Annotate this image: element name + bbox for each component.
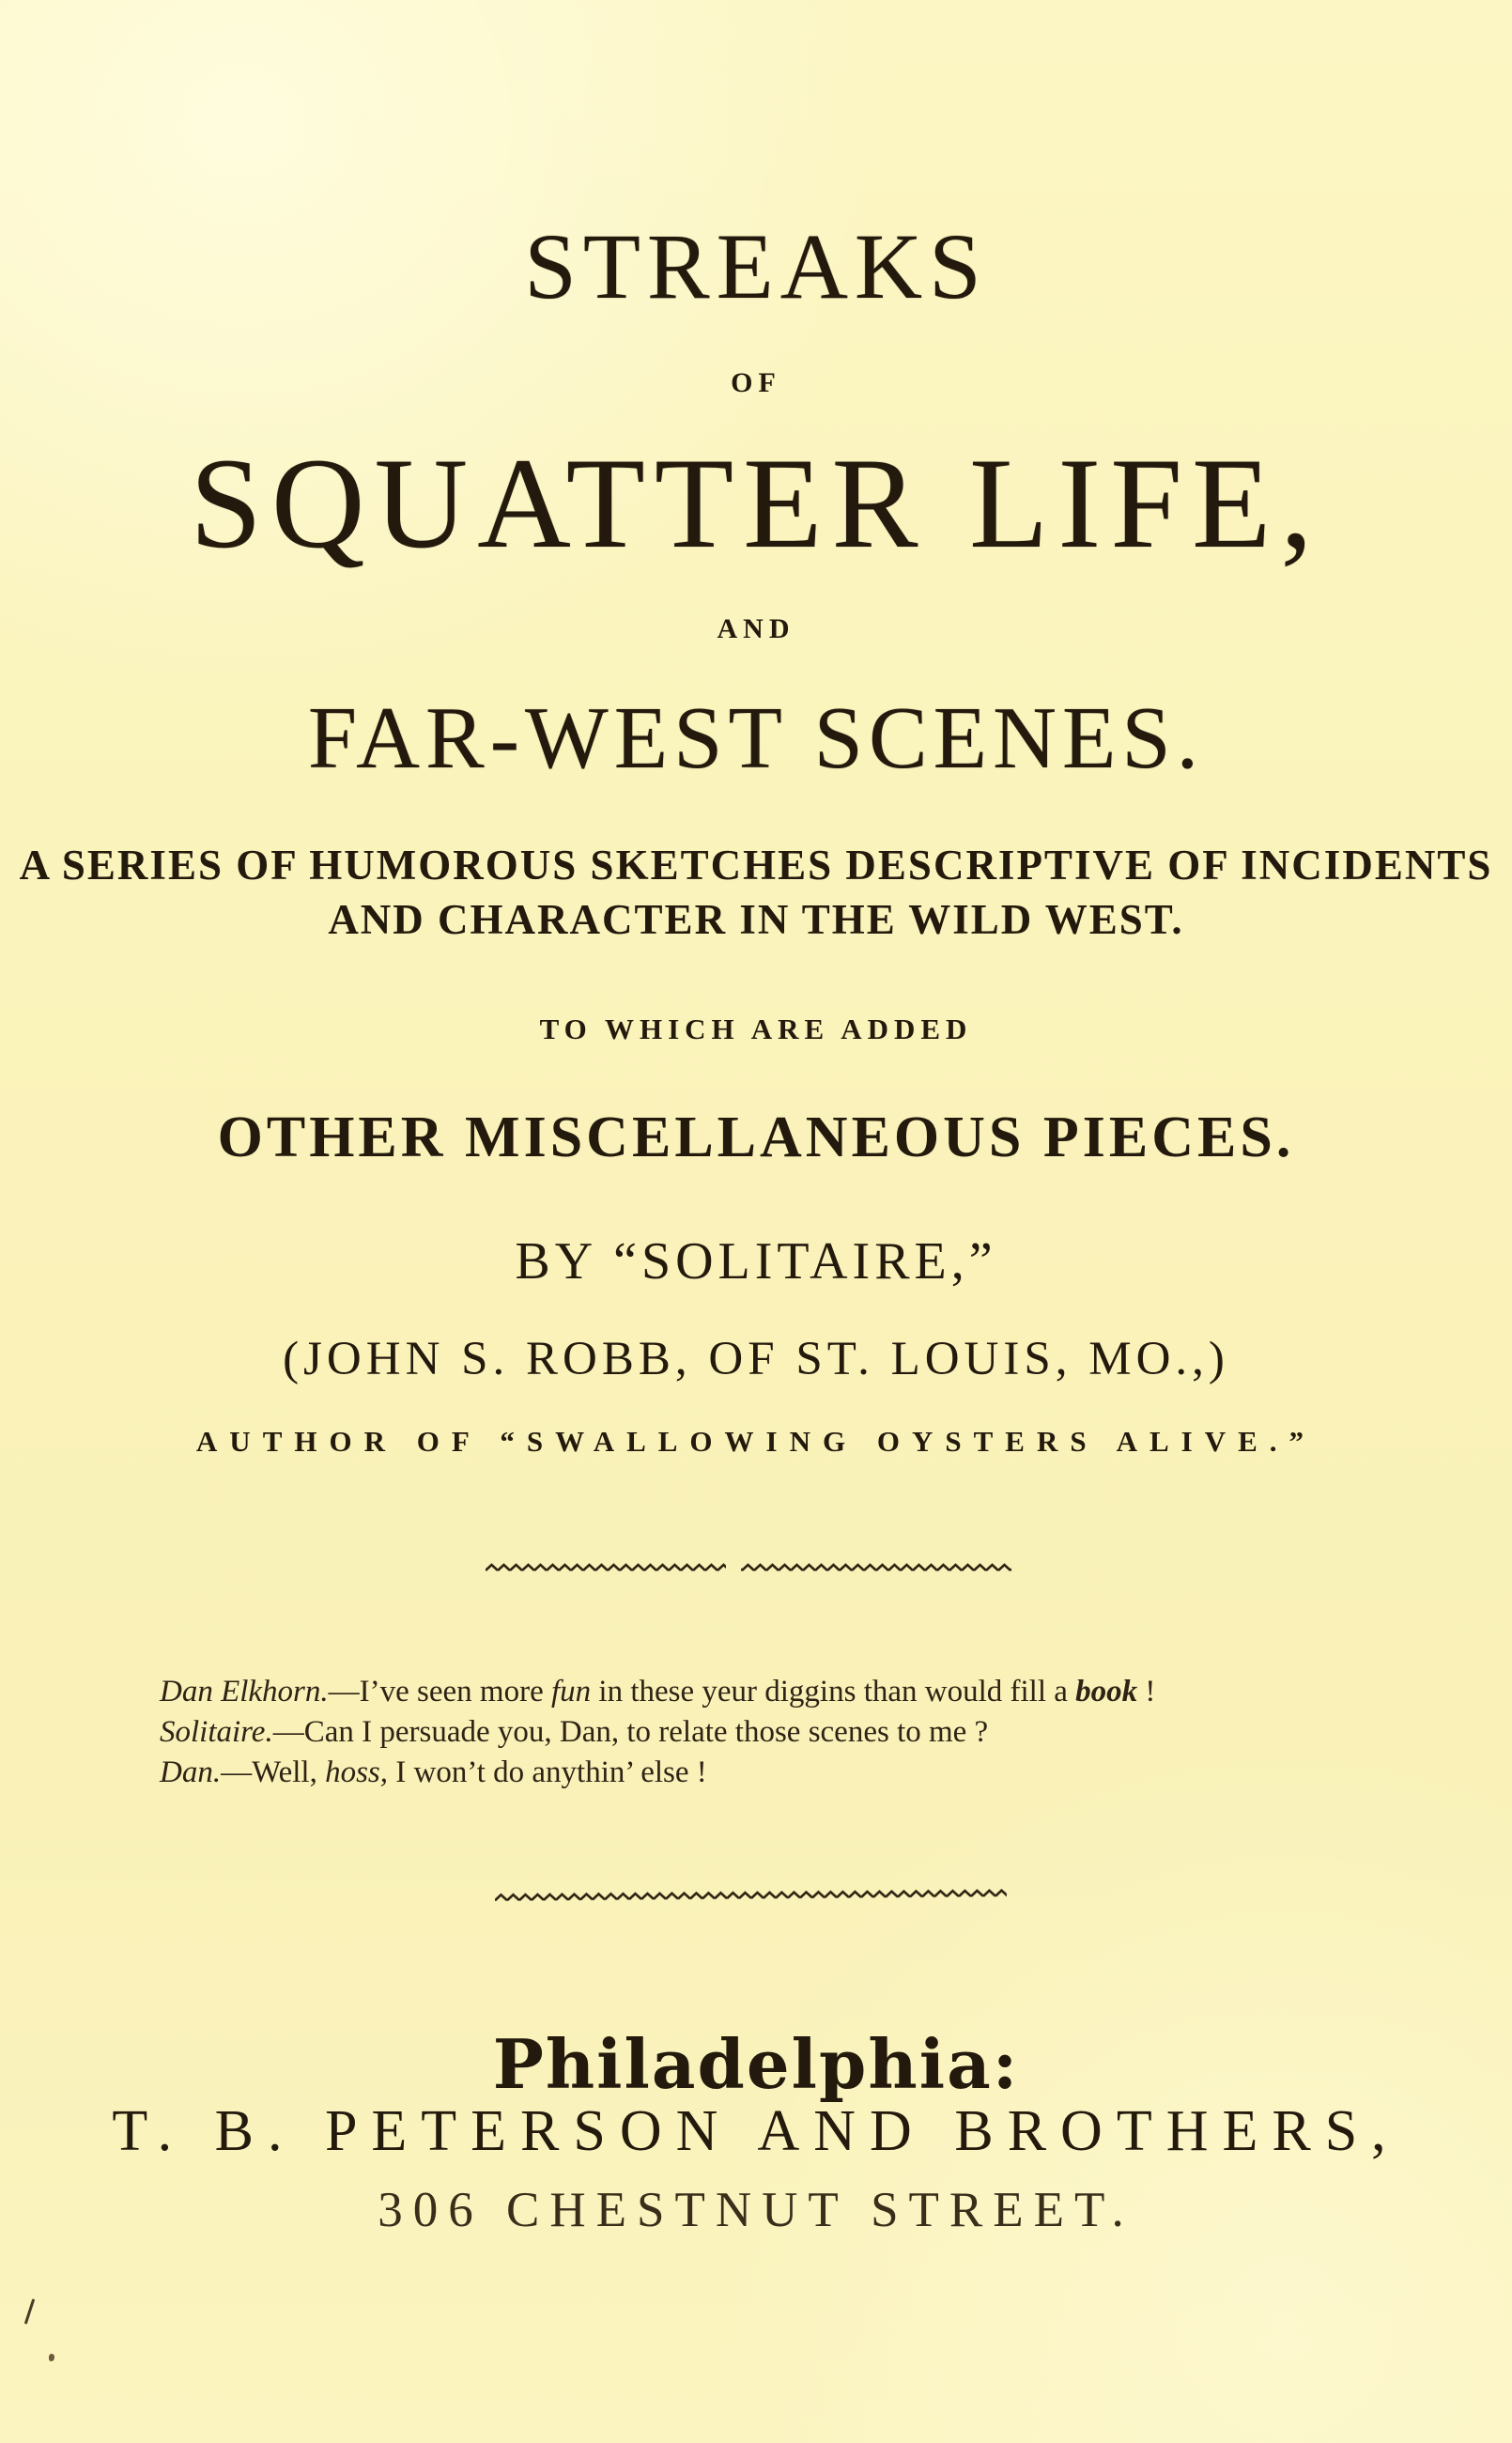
imprint-address: 306 CHESTNUT STREET. bbox=[378, 2183, 1134, 2237]
wavy-divider-top bbox=[486, 1562, 1011, 1579]
added-title: OTHER MISCELLANEOUS PIECES. bbox=[217, 1106, 1295, 1169]
epigraph-emphasis: book bbox=[1075, 1675, 1138, 1709]
imprint-publisher: T. B. PETERSON AND BROTHERS, bbox=[112, 2099, 1400, 2163]
epigraph-emphasis: fun bbox=[550, 1675, 592, 1709]
author-real-name: (JOHN S. ROBB, OF ST. LOUIS, MO.,) bbox=[283, 1333, 1229, 1385]
title-word-streaks: STREAKS bbox=[524, 214, 988, 318]
title-far-west-scenes: FAR-WEST SCENES. bbox=[307, 689, 1205, 787]
epigraph-text: —Well, bbox=[221, 1755, 326, 1789]
epigraph-line-1 bbox=[160, 1672, 1399, 1712]
title-connector-and: AND bbox=[717, 613, 795, 644]
subtitle-line-1: A SERIES OF HUMOROUS SKETCHES DESCRIPTIVE OF INCIDENTS bbox=[19, 842, 1493, 889]
epigraph-speaker: Solitaire. bbox=[160, 1715, 273, 1749]
epigraph-text: ! bbox=[1137, 1675, 1156, 1709]
wavy-divider-bottom bbox=[495, 1888, 1007, 1910]
epigraph-text: —I’ve seen more bbox=[328, 1675, 551, 1709]
added-note: TO WHICH ARE ADDED bbox=[539, 1013, 973, 1045]
author-credit: AUTHOR OF “SWALLOWING OYSTERS ALIVE.” bbox=[195, 1425, 1317, 1458]
epigraph-line-2 bbox=[160, 1712, 1399, 1753]
subtitle-line-2: AND CHARACTER IN THE WILD WEST. bbox=[328, 896, 1184, 943]
scan-artifact-dot bbox=[49, 2354, 54, 2361]
byline: BY “SOLITAIRE,” bbox=[515, 1232, 997, 1291]
epigraph bbox=[160, 1672, 1399, 1793]
epigraph-emphasis: hoss, bbox=[325, 1755, 389, 1789]
title-squatter-life: SQUATTER LIFE, bbox=[190, 431, 1322, 575]
epigraph-text: I won’t do anythin’ else ! bbox=[388, 1755, 707, 1789]
epigraph-line-3 bbox=[160, 1753, 1399, 1793]
epigraph-speaker: Dan. bbox=[160, 1755, 222, 1789]
scan-artifact-slash bbox=[24, 2298, 36, 2325]
title-connector-of: OF bbox=[731, 367, 781, 398]
imprint-city: Philadelphia: bbox=[492, 2024, 1020, 2104]
epigraph-text: in these yeur diggins than would fill a bbox=[591, 1675, 1076, 1709]
epigraph-text: —Can I persuade you, Dan, to relate those scenes to me ? bbox=[272, 1715, 989, 1749]
epigraph-speaker: Dan Elkhorn. bbox=[160, 1675, 329, 1709]
